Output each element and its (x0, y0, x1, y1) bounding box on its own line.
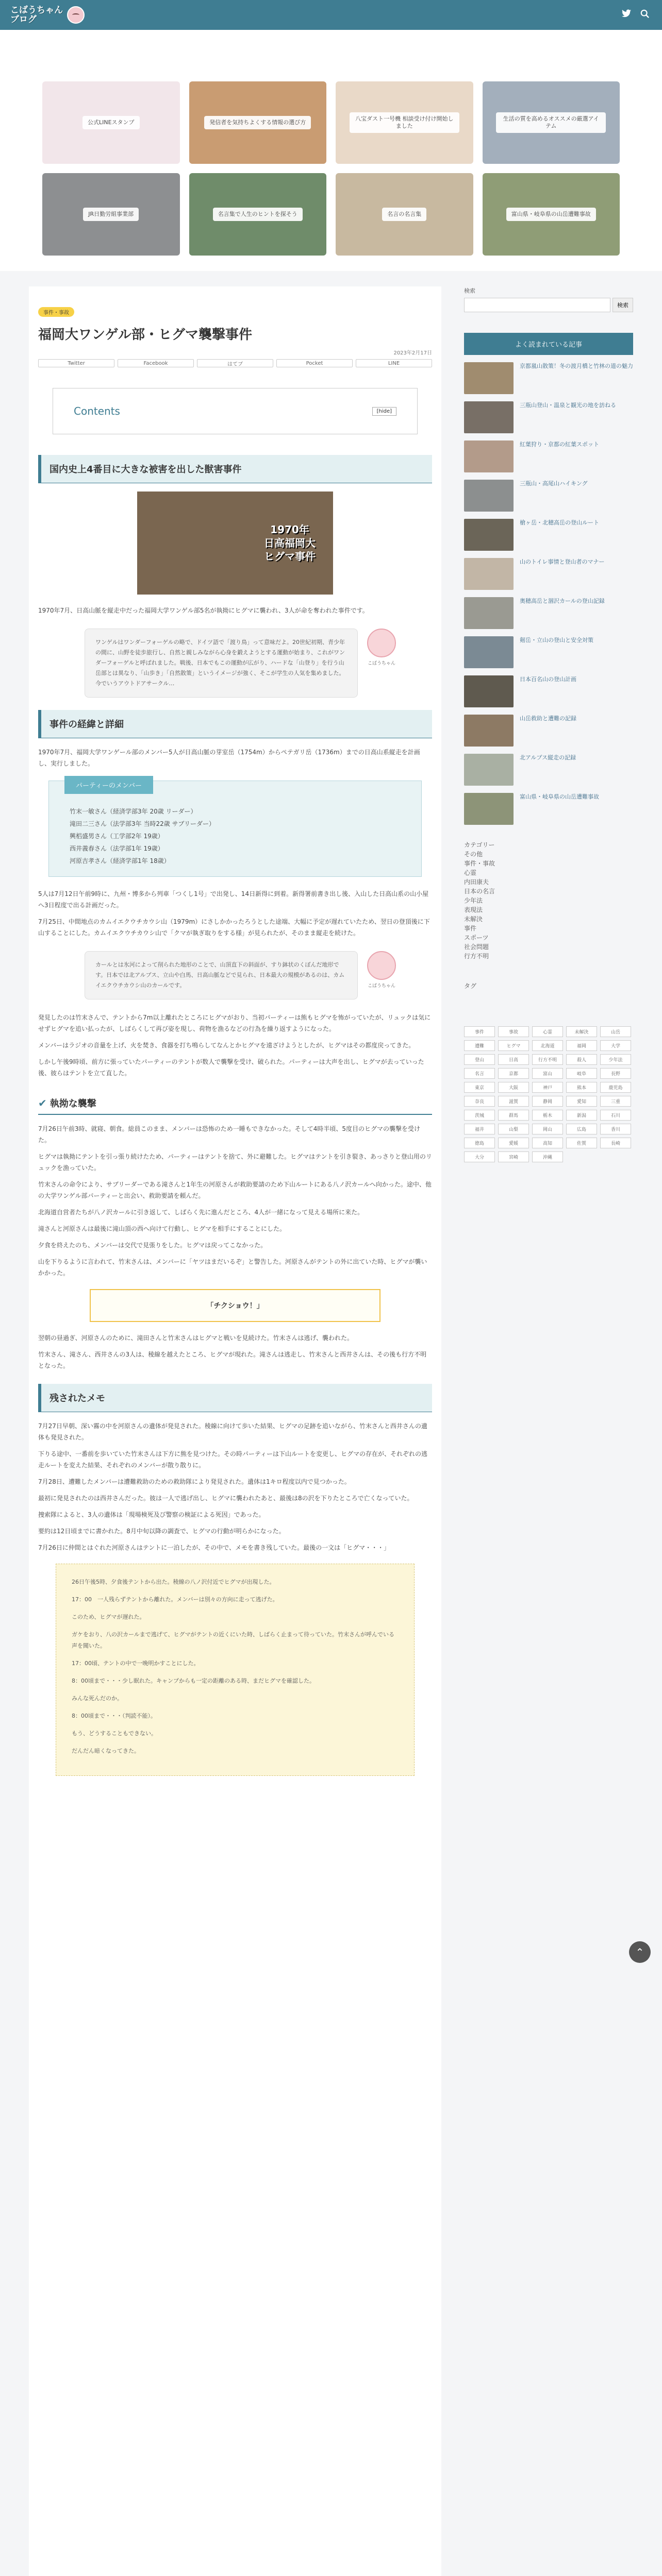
subsection-heading-1 (38, 1092, 432, 1115)
paragraph: 1970年7月、福岡大学ワンゲール部のメンバー5人が日高山脈の芽室岳（1754m）からペテガリ岳（1736m）までの日高山系縦走を計画し、実行しました。 (38, 749, 420, 767)
avatar-name: こばうちゃん (367, 984, 395, 989)
member-box-tag: パーティーのメンバー (64, 776, 153, 794)
tag-link[interactable]: 栃木 (532, 1110, 563, 1121)
memo-line: 8：00頃まで・・・少し眠れた。キャンプからも一定の距離のある時、まだヒグマを確認した。 (72, 1677, 315, 1684)
popular-item[interactable] (464, 636, 633, 668)
logo-line-1: こばうちゃん (10, 5, 63, 15)
thumbnail (464, 519, 514, 551)
popular-title: 北アルプス縦走の記録 (520, 754, 576, 761)
speech-balloon (85, 951, 432, 999)
memo-line: みんな死んだのか。 (72, 1695, 123, 1702)
paragraph: 下りる途中、一番前を歩いていた竹末さんは下方に熊を見つけた。その時パーティーは下山ルートを変更し、ヒグマの存在が、それぞれの逃走ルートを変えた結果、それぞれのメンバーが散り散りに。 (38, 1450, 428, 1469)
thumbnail (464, 558, 514, 590)
category-link[interactable]: 表現法 (464, 906, 483, 913)
tag-link[interactable]: 愛知 (566, 1096, 597, 1107)
popular-title: 槍ヶ岳・北穂高岳の登山ルート (520, 519, 599, 526)
tag-link[interactable]: ヒグマ (498, 1040, 529, 1051)
tag-link[interactable]: 熊本 (566, 1082, 597, 1093)
list-item: 河原吉孝さん（経済学部1年 18歳） (70, 857, 170, 865)
popular-item[interactable] (464, 362, 633, 394)
featured-banners (0, 30, 662, 271)
category-heading: カテゴリー (464, 841, 495, 849)
tag-link[interactable]: 大学 (600, 1040, 631, 1051)
hero-image (137, 492, 333, 595)
search-button[interactable]: 検索 (613, 298, 633, 312)
tag-link[interactable]: 愛媛 (498, 1138, 529, 1148)
popular-item[interactable] (464, 715, 633, 747)
paragraph: 7月26日午前3時、就寝、朝食。総員このまま、メンバーは恐怖のため一睡もできなかった。そして4時半頃、5度目のヒグマの襲撃を受けた。 (38, 1125, 420, 1144)
banner-2[interactable] (189, 81, 327, 164)
paragraph: しかし午後9時頃、前方に張っていたパーティーのテントが数人で襲撃を受け、破られた。パーティーは大声を出し、ヒグマが去っていった後、彼らはテントを立て直した。 (38, 1058, 424, 1077)
tag-link[interactable]: 山梨 (498, 1124, 529, 1134)
category-link[interactable]: 内田康夫 (464, 878, 489, 886)
avatar (367, 951, 396, 980)
popular-title: 三瓶山登山・温泉と観光の地を訪ねる (520, 402, 616, 409)
tag-link[interactable]: 鹿児島 (600, 1082, 631, 1093)
site-logo[interactable] (10, 6, 85, 24)
tag-link[interactable]: 新潟 (566, 1110, 597, 1121)
tag-link[interactable]: 日高 (498, 1054, 529, 1065)
tag-cloud (464, 1026, 633, 1162)
paragraph: 7月25日、中間地点のカムイエクウチカウシ山（1979m）にさしかかったろうとした途端、大幅に予定が遅れていたため、翌日の登頂後に下山することにした。カムイエクウチカウシ山で「クマが執ぎ取りをする様」が見られたが、そのまま縦走を続けた。 (38, 918, 430, 937)
tag-link[interactable]: 東京 (464, 1082, 495, 1093)
banner-label: 発信者を気持ちよくする情報の選び方 (204, 116, 311, 129)
thumbnail (464, 793, 514, 825)
category-link[interactable]: 心霊 (464, 869, 477, 876)
section-heading-1: 国内史上4番目に大きな被害を出した獣害事件 (38, 455, 432, 483)
paragraph: ヒグマは執拗にテントを引っ張り続けたため、パーティーはテントを捨て、外に避難した。ヒグマはテントを引き裂き、あっさりと登山用のリュックを漁っていた。 (38, 1153, 432, 1172)
banner-label: 生活の質を高めるオススメの厳選アイテム (496, 112, 606, 133)
popular-item[interactable] (464, 440, 633, 472)
thumbnail (464, 401, 514, 433)
category-link[interactable]: 日本の名言 (464, 888, 495, 895)
category-link[interactable]: スポーツ (464, 934, 489, 941)
tag-link[interactable]: 山岳 (600, 1026, 631, 1037)
tag-link[interactable]: 岡山 (532, 1124, 563, 1134)
logo-mascot-icon (67, 6, 85, 24)
tag-link[interactable]: 広島 (566, 1124, 597, 1134)
share-hatena-button[interactable]: はてブ (197, 359, 273, 367)
list-item: 竹末一敏さん（経済学部3年 20歳 リーダー） (70, 808, 197, 815)
thumbnail (464, 636, 514, 668)
category-link[interactable]: 未解決 (464, 916, 483, 923)
search-icon[interactable] (640, 9, 650, 21)
popular-item[interactable] (464, 675, 633, 707)
tag-link[interactable]: 神戸 (532, 1082, 563, 1093)
paragraph: 北海道自営者たちが八ノ沢カールに引き返して、しばらく先に進んだところ、4人が一緒になって見える場所に来た。 (38, 1209, 364, 1216)
share-facebook-button[interactable]: Facebook (118, 359, 194, 367)
thumbnail (464, 480, 514, 512)
section-heading-3: 残されたメモ (38, 1384, 432, 1412)
memo-line: 17：00頃、テントの中で一晩明かすことにした。 (72, 1660, 200, 1667)
paragraph: 竹末さんの命令により、サブリーダーである滝さんと1年生の河原さんが救助要請のため下山ルートにある八ノ沢カールへ向かった。途中、他の大学ワンゲル部パーティーと出会い、救助要請を頼んだ。 (38, 1181, 432, 1199)
tag-link[interactable]: 高知 (532, 1138, 563, 1148)
post-title: 福岡大ワンゲル部・ヒグマ襲撃事件 (38, 327, 252, 343)
scroll-to-top-button[interactable] (629, 1941, 651, 1963)
list-item: 滝田二三さん（法学部3年 当時22歳 サブリーダー） (70, 820, 216, 827)
popular-item[interactable] (464, 558, 633, 590)
popular-item[interactable] (464, 519, 633, 551)
post-date: 2023年2月17日 (393, 350, 432, 356)
tag-link[interactable]: 徳島 (464, 1138, 495, 1148)
popular-item[interactable] (464, 597, 633, 629)
share-twitter-button[interactable]: Twitter (38, 359, 114, 367)
memo-line: 17：00 一人残らずテントから離れた。メンバーは別々の方向に走って逃げた。 (72, 1596, 278, 1603)
memo-line: 26日午後5時、夕食後テントから出た。稜線の八ノ沢付近でヒグマが出現した。 (72, 1579, 275, 1585)
paragraph: 滝さんと河原さんは最後に滝山頂の西へ向けて行動し、ヒグマを相手にすることにした。 (38, 1225, 286, 1232)
paragraph: 7月26日に仲間とはぐれた河原さんはテントに一泊したが、その中で、メモを書き残していた。最後の一文は「ヒグマ・・・」 (38, 1544, 390, 1551)
banner-1[interactable] (42, 81, 180, 164)
tag-link[interactable]: 富山 (532, 1068, 563, 1079)
tag-link[interactable]: 群馬 (498, 1110, 529, 1121)
tag-link[interactable]: 長崎 (600, 1138, 631, 1148)
category-list (464, 840, 633, 961)
toc-toggle-button[interactable]: [hide] (372, 407, 396, 416)
thumbnail (464, 597, 514, 629)
banner-3[interactable] (336, 81, 473, 164)
tag-link[interactable]: 未解決 (566, 1026, 597, 1037)
banner-8[interactable] (483, 173, 620, 256)
tag-link[interactable]: 石川 (600, 1110, 631, 1121)
tag-link[interactable]: 事故 (498, 1026, 529, 1037)
tag-link[interactable]: 行方不明 (532, 1054, 563, 1065)
share-pocket-button[interactable]: Pocket (276, 359, 353, 367)
thumbnail (464, 715, 514, 747)
popular-title: 山岳救助と遭難の記録 (520, 715, 576, 722)
thumbnail (464, 440, 514, 472)
tag-link[interactable]: 大分 (464, 1151, 495, 1162)
hero-image-caption: 1970年 日高福岡大 ヒグマ事件 (264, 523, 316, 563)
popular-item[interactable] (464, 401, 633, 433)
tag-link[interactable]: 心霊 (532, 1026, 563, 1037)
tag-link[interactable]: 滋賀 (498, 1096, 529, 1107)
tag-link[interactable]: 沖縄 (532, 1151, 563, 1162)
paragraph: 山を下りるように言われて、竹末さんは、メンバーに「ヤツはまだいるぞ」と警告した。河原さんがテントの外に出ていた時、ヒグマが襲いかかった。 (38, 1258, 427, 1277)
tag-link[interactable]: 香川 (600, 1124, 631, 1134)
tag-link[interactable]: 奈良 (464, 1096, 495, 1107)
chevron-up-icon: ⌃ (635, 1946, 644, 1958)
balloon-text: ワンゲルはワンダーフォーゲルの略で、ドイツ語で「渡り鳥」って意味だよ。20世紀初期、青少年の間に、山野を徒歩旅行し、自然と親しみながら心身を鍛えようとする運動が始まり、これがワンダーフォーゲルと呼ばれました。戦後、日本でもこの運動が広がり、ハードな「山登り」を行う山岳部とは異なり、「山歩き」「自然散策」というイメージが強く、そこが学生の人気を集めました。今でいうアウトドアサークル… (85, 629, 358, 698)
search-input[interactable] (464, 298, 610, 312)
avatar-name: こばうちゃん (367, 661, 395, 666)
banner-label: JR日勤労組事業部 (83, 208, 139, 221)
banner-label: 公式LINEスタンプ (82, 116, 140, 129)
member-box (48, 781, 422, 877)
sidebar (464, 286, 633, 2576)
banner-4[interactable] (483, 81, 620, 164)
paragraph: メンバーはラジオの音量を上げ、火を焚き、食器を打ち鳴らしてなんとかヒグマを遠ざけようとしたが、ヒグマはその都度戻ってきた。 (38, 1042, 415, 1049)
popular-item[interactable] (464, 793, 633, 825)
category-link[interactable]: その他 (464, 851, 483, 858)
tag-link[interactable]: 長野 (600, 1068, 631, 1079)
memo-line: ガケをおり、八の沢カールまで逃げて、ヒグマがテントの近くにいた時、しばらく止まって待っていた。竹末さんが呼んでいる声を聞いた。 (72, 1631, 395, 1649)
category-link[interactable]: 少年法 (464, 897, 483, 904)
banner-5[interactable] (42, 173, 180, 256)
paragraph: 竹末さん、滝さん、西井さんの3人は、稜線を越えたところ、ヒグマが現れた。滝さんは逃走し、竹末さんと西井さんは、その後も行方不明となった。 (38, 1351, 427, 1369)
tag-link[interactable]: 宮崎 (498, 1151, 529, 1162)
banner-label: 八宝ダスト一号機 相談受け付け開始しました (350, 112, 459, 133)
thumbnail (464, 362, 514, 394)
popular-title: 三瓶山・高尾山ハイキング (520, 480, 588, 487)
search-label: 検索 (464, 287, 475, 294)
popular-title: 富山県・岐阜県の山岳遭難事故 (520, 793, 599, 800)
memo-line: このため、ヒグマが遅れた。 (72, 1614, 145, 1620)
popular-title: 紅葉狩り・京都の紅葉スポット (520, 441, 599, 448)
quote-box: 「チクショウ！」 (90, 1289, 380, 1322)
tag-link[interactable]: 北海道 (532, 1040, 563, 1051)
paragraph: 7月27日早朝、深い霧の中を河原さんの遺体が発見された。稜線に向けて歩いた結果、ヒグマの足跡を追いながら、竹末さんと西井さんの遺体も発見された。 (38, 1422, 427, 1441)
category-link[interactable]: 社会問題 (464, 943, 489, 951)
memo-line: もう、どうすることもできない。 (72, 1730, 157, 1737)
tag-link[interactable]: 名言 (464, 1068, 495, 1079)
paragraph: 5人は7月12日午前9時に、九州・博多から列車「つくし1号」で出発し、14日新得に到着。新得署前書き出し後、入山した日高山系の山小屋へ3日程度で出る計画だった。 (38, 890, 429, 909)
tag-link[interactable]: 福井 (464, 1124, 495, 1134)
tag-link[interactable]: 佐賀 (566, 1138, 597, 1148)
category-badge[interactable]: 事件・事故 (38, 307, 74, 317)
tag-heading: タグ (464, 982, 477, 990)
paragraph: 7月28日、遭難したメンバーは遭難救助のための救助隊により発見された。遺体は1キロ程度以内で見つかった。 (38, 1478, 351, 1485)
popular-title: 奥穂高岳と涸沢カールの登山記録 (520, 598, 605, 604)
list-item: 興梠盛男さん（工学部2年 19歳） (70, 833, 164, 840)
memo-box (56, 1564, 415, 1776)
tag-link[interactable]: 少年法 (600, 1054, 631, 1065)
intro-paragraph: 1970年7月、日高山脈を縦走中だった福岡大学ワンゲル部5名が執拗にヒグマに襲われ、3人が命を奪われた事件です。 (38, 607, 369, 614)
list-item: 西井義春さん（法学部1年 19歳） (70, 845, 164, 852)
paragraph: 夕食を終えたのち、メンバーは交代で見張りをした。ヒグマは戻ってこなかった。 (38, 1242, 267, 1249)
tag-link[interactable]: 福岡 (566, 1040, 597, 1051)
tag-link[interactable]: 三重 (600, 1096, 631, 1107)
paragraph: 捜索隊によると、3人の遺体は「現場検死及び警察の検証による死因」であった。 (38, 1511, 265, 1518)
popular-heading: よく読まれている記事 (464, 333, 633, 355)
tag-link[interactable]: 殺人 (566, 1054, 597, 1065)
category-link[interactable]: 事件 (464, 925, 477, 932)
table-of-contents (53, 388, 418, 434)
popular-item[interactable] (464, 480, 633, 512)
avatar (367, 629, 396, 657)
article-main (29, 286, 441, 2576)
logo-line-2: ブログ (10, 14, 37, 25)
tag-link[interactable]: 茨城 (464, 1110, 495, 1121)
speech-balloon (85, 629, 432, 698)
memo-line: だんだん暗くなってきた。 (72, 1748, 140, 1754)
share-line-button[interactable]: LINE (356, 359, 432, 367)
banner-7[interactable] (336, 173, 473, 256)
banner-6[interactable] (189, 173, 327, 256)
thumbnail (464, 754, 514, 786)
popular-title: 山のトイレ事情と登山者のマナー (520, 558, 605, 565)
tag-link[interactable]: 登山 (464, 1054, 495, 1065)
paragraph: 要約は12日頃までに書かれた。8月中旬以降の調査で、ヒグマの行動が明らかになった。 (38, 1528, 285, 1535)
popular-title: 京都嵐山散策！冬の渡月橋と竹林の道の魅力 (520, 363, 633, 369)
popular-item[interactable] (464, 754, 633, 786)
check-icon: ✔ (38, 1097, 47, 1109)
subsection-title: 執拗な襲撃 (49, 1098, 96, 1109)
tag-link[interactable]: 静岡 (532, 1096, 563, 1107)
tag-link[interactable]: 遭難 (464, 1040, 495, 1051)
toc-title: Contents (74, 405, 120, 417)
memo-line: 8：00頃まで・・・（判読不能）。 (72, 1713, 156, 1719)
category-link[interactable]: 事件・事故 (464, 860, 495, 867)
popular-title: 剱岳・立山の登山と安全対策 (520, 637, 593, 643)
tag-link[interactable]: 京都 (498, 1068, 529, 1079)
banner-label: 名言の名言集 (382, 208, 426, 221)
tag-link[interactable]: 事件 (464, 1026, 495, 1037)
banner-label: 名言集で人生のヒントを探そう (213, 208, 303, 221)
tag-link[interactable]: 岐阜 (566, 1068, 597, 1079)
section-heading-2: 事件の経緯と詳細 (38, 710, 432, 738)
paragraph: 発見したのは竹末さんで、テントから7m以上離れたところにヒグマがおり、当初パーティーは熊もヒグマを怖がっていたが、リュックは気にせずヒグマを追い払ったが、しばらくして再び姿を現し、荷物を漁るなどの行為を繰り返すようになった。 (38, 1014, 431, 1032)
thumbnail (464, 675, 514, 707)
share-buttons (38, 359, 432, 367)
twitter-icon[interactable] (622, 9, 631, 21)
balloon-text: カールとは氷河によって削られた地形のことで、山頂直下の斜面が、すり鉢状のくぼんだ地形です。日本では北アルプス、立山や白馬、日高山脈などで見られ、日本最大の規模があるのは、カムイエクウチカウシ山のカールです。 (85, 951, 358, 999)
popular-title: 日本百名山の登山計画 (520, 676, 576, 683)
paragraph: 翌朝の昼過ぎ、河原さんのために、滝田さんと竹末さんはヒグマと戦いを見続けた。竹末さんは逃げ、襲われた。 (38, 1334, 354, 1342)
site-header (0, 0, 662, 30)
category-link[interactable]: 行方不明 (464, 953, 489, 960)
paragraph: 最初に発見されたのは西井さんだった。彼は一人で逃げ出し、ヒグマに襲われたあと、最後は8の沢を下りたところで亡くなっていた。 (38, 1495, 413, 1502)
tag-link[interactable]: 大阪 (498, 1082, 529, 1093)
banner-label: 富山県・岐阜県の山岳遭難事故 (506, 208, 596, 221)
